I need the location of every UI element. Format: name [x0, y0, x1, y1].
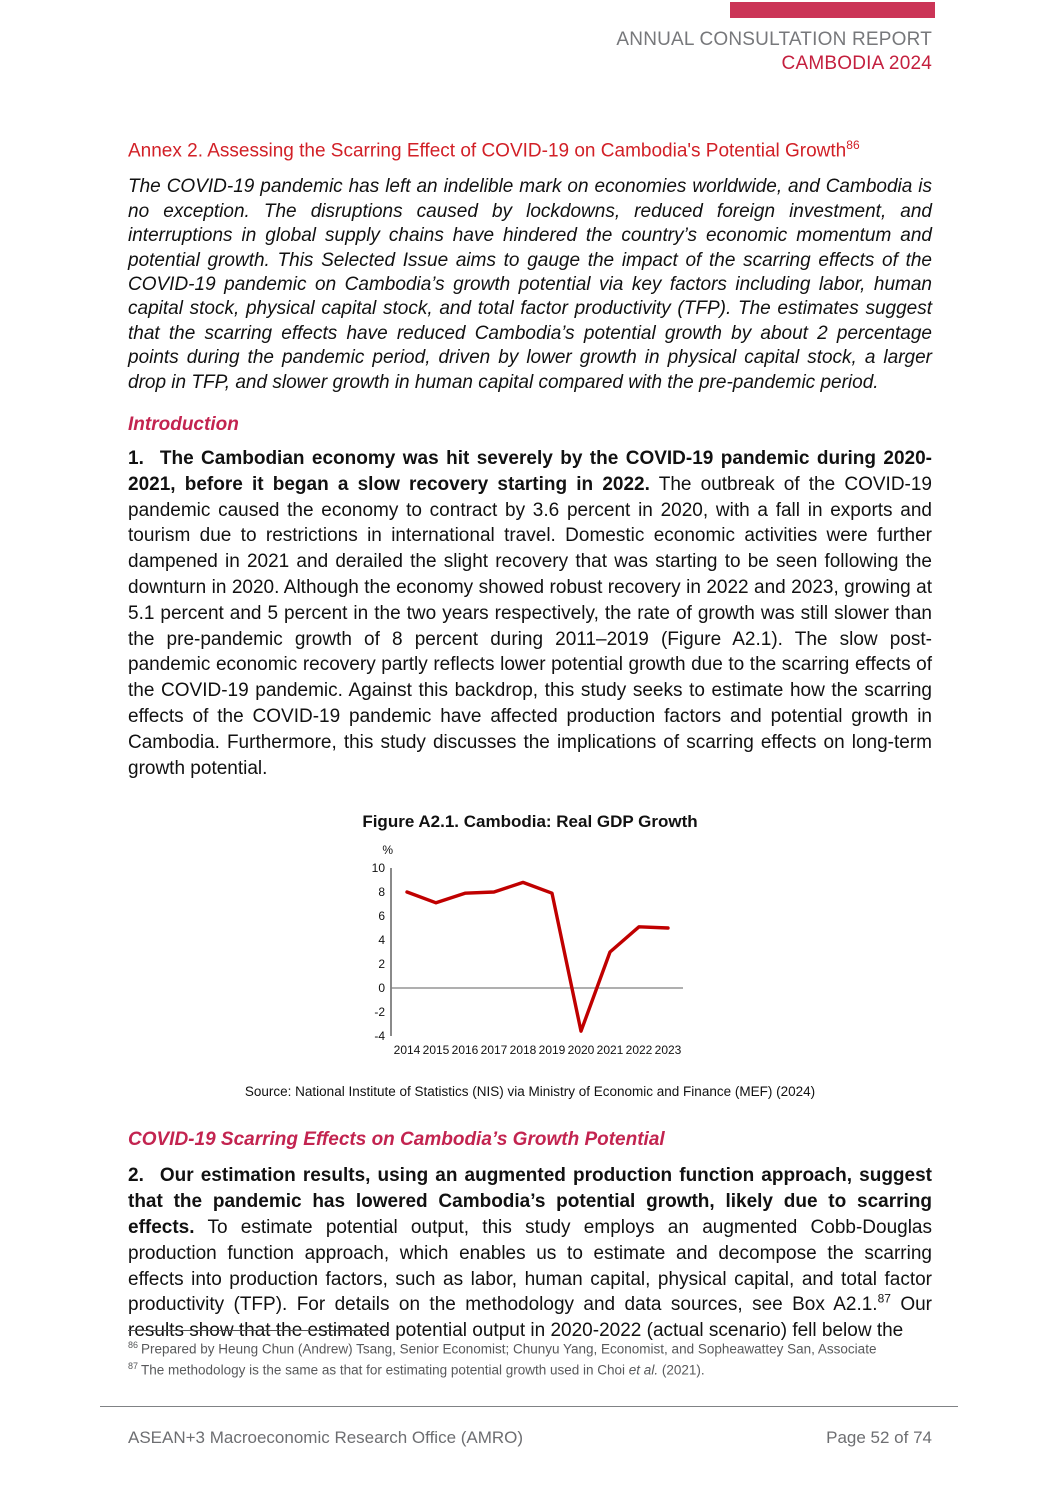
x-tick-label: 2017 [480, 1043, 508, 1058]
y-tick-label: 2 [378, 957, 385, 972]
x-tick-label: 2019 [538, 1043, 566, 1058]
figure-a21 [128, 811, 932, 1099]
footnote-86-text: Prepared by Heung Chun (Andrew) Tsang, Senior Economist; Chunyu Yang, Economist, and Sopheawattey San, Associate [141, 1341, 877, 1357]
x-tick-label: 2016 [451, 1043, 479, 1058]
paragraph-2-number: 2. [128, 1165, 144, 1187]
gdp-growth-line-chart [365, 838, 695, 1062]
paragraph-1-body: The outbreak of the COVID-19 pandemic caused the economy to contract by 3.6 percent in 2020, with a fall in exports and tourism due to restrictions in international travel. Domestic economic activities were further dampened in 2021 and derailed the slight recovery that was starting to be seen following the downturn in 2020. Although the economy showed robust recovery in 2022 and 2023, growing at 5.1 percent and 5 percent in the two years respectively, the rate of growth was still slower than the pre-pandemic growth of 8 percent during 2011–2019 (Figure A2.1). The slow post-pandemic economic recovery partly reflects lower potential growth due to the scarring effects of the COVID-19 pandemic. Against this backdrop, this study seeks to estimate how the scarring effects of the COVID-19 pandemic have affected production factors and potential growth in Cambodia. Furthermore, this study discusses the implications of scarring effects on long-term growth potential. [128, 473, 933, 779]
footnote-87-marker: 87 [128, 1361, 139, 1371]
page-content [128, 0, 932, 1344]
heading-introduction: Introduction [128, 413, 239, 435]
footer-page-number: Page 52 of 74 [826, 1428, 932, 1447]
y-tick-label: 6 [378, 909, 385, 924]
x-tick-label: 2021 [596, 1043, 624, 1058]
figure-title: Figure A2.1. Cambodia: Real GDP Growth [362, 812, 698, 832]
y-tick-label: 8 [378, 885, 385, 900]
x-tick-label: 2018 [509, 1043, 537, 1058]
paragraph-2-body-a: To estimate potential output, this study employs an augmented Cobb-Douglas production function approach, which enables us to estimate and decompose the scarring effects into production factors, such as labor, human capital, physical capital, and total factor productivity (TFP). For details on the methodology and data sources, see Box A2.1. [128, 1216, 932, 1316]
y-tick-label: 4 [378, 933, 385, 948]
heading-scarring-effects: COVID-19 Scarring Effects on Cambodia’s Growth Potential [128, 1129, 665, 1151]
footnote-separator [128, 1330, 388, 1331]
paragraph-1-lead: The Cambodian economy was hit severely by the COVID-19 pandemic during 2020-2021, before it began a slow recovery starting in 2022. [128, 447, 932, 495]
gdp-growth-series-line [407, 883, 668, 1032]
y-tick-label: 0 [378, 981, 385, 996]
footnote-87-etal: et al. [628, 1362, 659, 1378]
x-tick-label: 2023 [654, 1043, 682, 1058]
y-tick-label: -2 [374, 1005, 385, 1020]
gdp-growth-chart [128, 838, 932, 1067]
paragraph-2 [128, 1163, 932, 1344]
y-axis-unit-label: % [382, 843, 393, 858]
footer-organization: ASEAN+3 Macroeconomic Research Office (AMRO) [128, 1428, 524, 1447]
figure-source: Source: National Institute of Statistics (NIS) via Ministry of Economic and Finance (MEF) (2024) [244, 1084, 816, 1100]
footnote-86 [128, 1337, 932, 1358]
annex-title [128, 132, 932, 164]
footnote-87-text-a: The methodology is the same as that for estimating potential growth used in Choi [141, 1362, 629, 1378]
footnote-ref-86: 86 [846, 138, 860, 152]
annex-title-text: Annex 2. Assessing the Scarring Effect of COVID-19 on Cambodia's Potential Growth [128, 140, 847, 162]
page-footer [128, 1428, 932, 1448]
paragraph-2-lead: Our estimation results, using an augmented production function approach, suggest that the pandemic has lowered Cambodia’s potential growth, likely due to scarring effects. [128, 1165, 932, 1238]
report-subtitle: CAMBODIA 2024 [781, 53, 932, 74]
y-tick-label: 10 [371, 861, 385, 876]
paragraph-1-number: 1. [128, 447, 144, 469]
footnote-86-marker: 86 [128, 1340, 139, 1350]
x-tick-label: 2015 [422, 1043, 450, 1058]
footnote-ref-87: 87 [877, 1292, 891, 1306]
footnote-87 [128, 1358, 932, 1379]
y-tick-label: -4 [374, 1029, 385, 1044]
footer-rule [100, 1406, 958, 1407]
abstract-paragraph: The COVID-19 pandemic has left an indelible mark on economies worldwide, and Cambodia is no exception. The disruptions caused by lockdowns, reduced foreign investment, and interruptions in global supply chains have hindered the country’s economic momentum and potential growth. This Selected Issue aims to gauge the impact of the scarring effects of the COVID-19 pandemic on Cambodia’s growth potential via key factors including labor, human capital stock, physical capital stock, and total factor productivity (TFP). The estimates suggest that the scarring effects have reduced Cambodia’s potential growth by about 2 percentage points during the pandemic period, driven by lower growth in physical capital stock, a larger drop in TFP, and slower growth in human capital compared with the pre-pandemic period. [128, 176, 932, 393]
footnotes-section [128, 1330, 932, 1379]
report-title: ANNUAL CONSULTATION REPORT [616, 29, 932, 50]
x-tick-label: 2020 [567, 1043, 595, 1058]
footnote-87-text-b: (2021). [658, 1362, 705, 1378]
paragraph-1 [128, 446, 932, 781]
x-tick-label: 2014 [393, 1043, 421, 1058]
x-tick-label: 2022 [625, 1043, 653, 1058]
paragraph-2-body-b: Our results show that the estimated potential output in 2020-2022 (actual scenario) fell below the [128, 1294, 933, 1342]
